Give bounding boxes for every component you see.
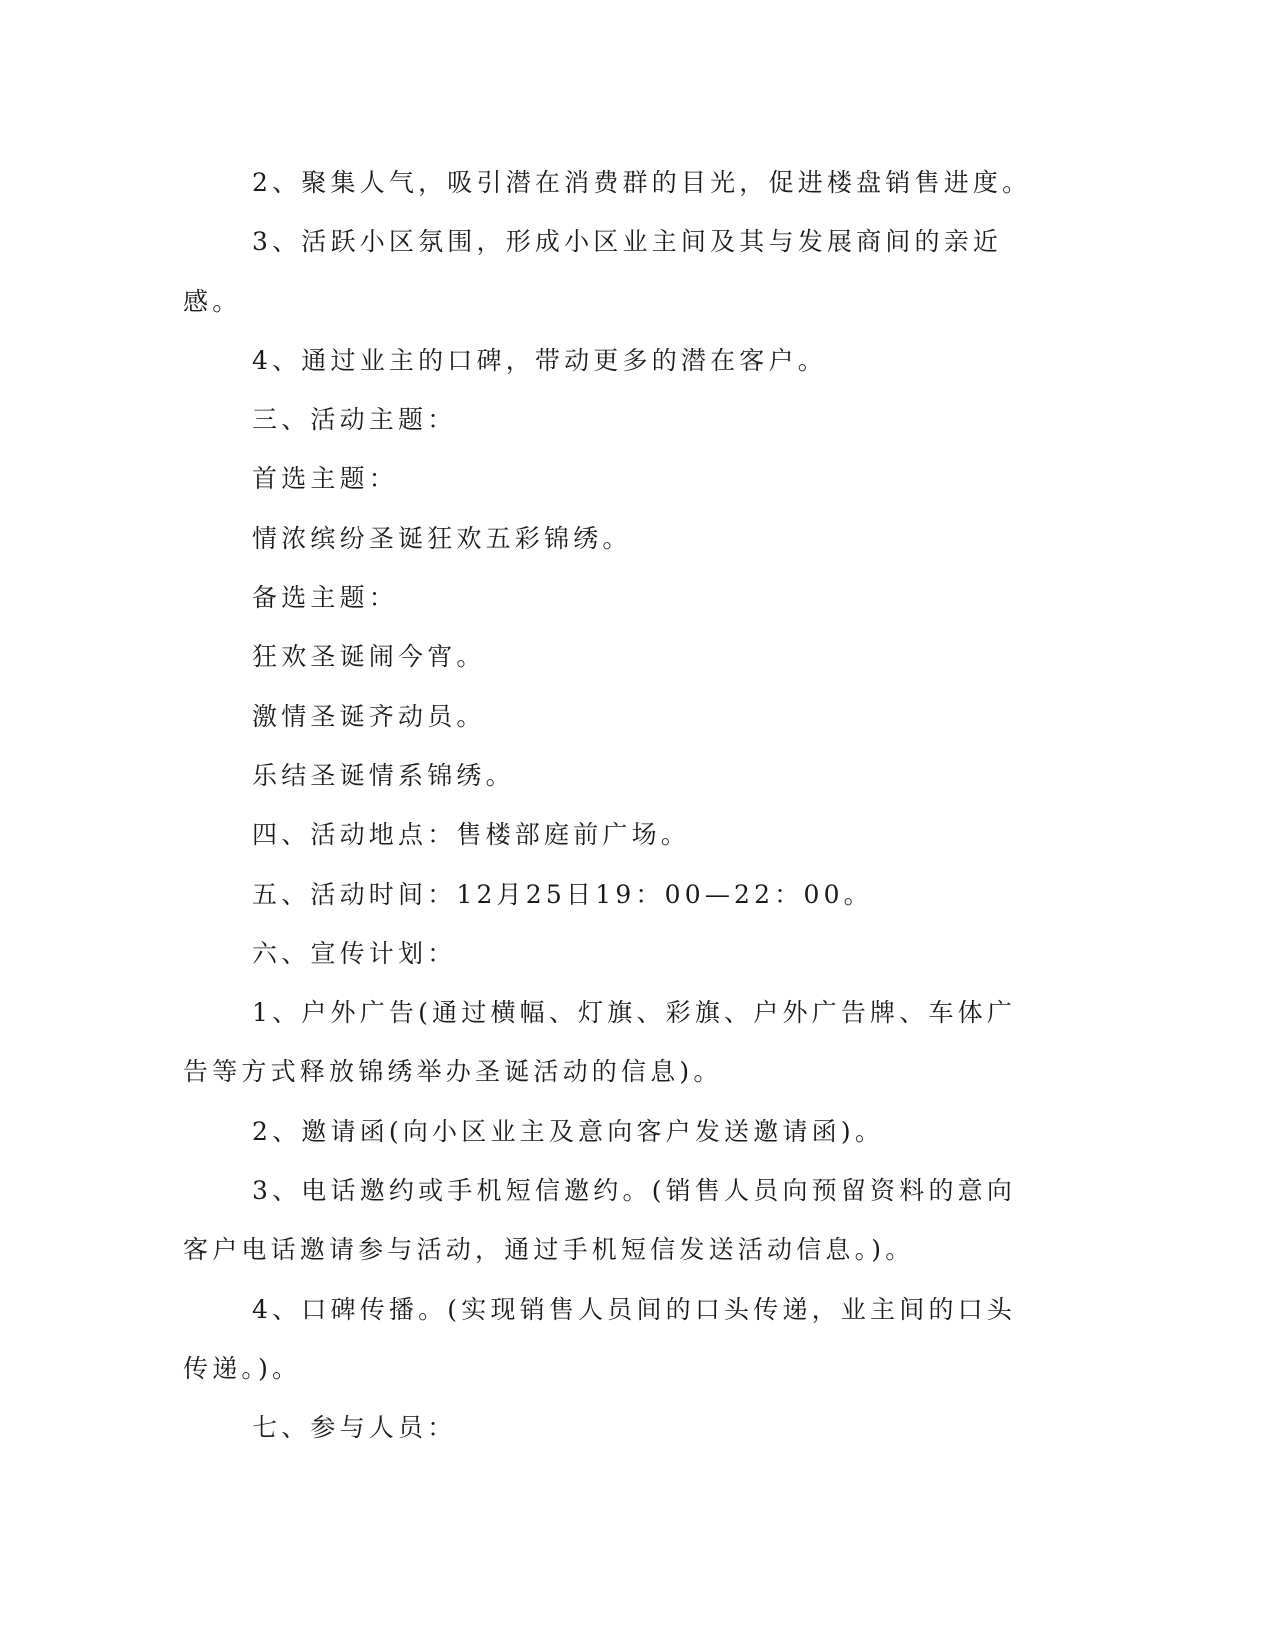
alternate-theme-1: 狂欢圣诞闹今宵。 bbox=[252, 642, 486, 672]
label-primary-theme: 首选主题： bbox=[252, 464, 399, 494]
promotion-item-word-of-mouth: 4、口碑传播。(实现销售人员间的口头传递，业主间的口头传递。)。 bbox=[183, 1294, 1017, 1383]
document-body bbox=[183, 153, 1033, 1458]
heading-activity-time: 五、活动时间：12月25日19：00—22：00。 bbox=[252, 879, 873, 909]
heading-activity-location: 四、活动地点：售楼部庭前广场。 bbox=[252, 820, 691, 850]
promotion-item-outdoor-ads: 1、户外广告(通过横幅、灯旗、彩旗、户外广告牌、车体广告等方式释放锦绣举办圣诞活动的信息)。 bbox=[183, 998, 1017, 1087]
promotion-item-invitation: 2、邀请函(向小区业主及意向客户发送邀请函)。 bbox=[252, 1116, 885, 1146]
promotion-item-phone-sms: 3、电话邀约或手机短信邀约。(销售人员向预留资料的意向客户电话邀请参与活动，通过手机短信发送活动信息。)。 bbox=[183, 1176, 1017, 1265]
heading-activity-theme: 三、活动主题： bbox=[252, 405, 457, 435]
heading-participants: 七、参与人员： bbox=[252, 1413, 457, 1443]
paragraph-goal-4: 4、通过业主的口碑，带动更多的潜在客户。 bbox=[252, 345, 827, 375]
primary-theme-text: 情浓缤纷圣诞狂欢五彩锦绣。 bbox=[252, 523, 632, 553]
heading-promotion-plan: 六、宣传计划： bbox=[252, 938, 457, 968]
alternate-theme-2: 激情圣诞齐动员。 bbox=[252, 701, 486, 731]
label-alternate-themes: 备选主题： bbox=[252, 583, 399, 613]
paragraph-goal-2: 2、聚集人气，吸引潜在消费群的目光，促进楼盘销售进度。 bbox=[252, 168, 1032, 197]
alternate-theme-3: 乐结圣诞情系锦绣。 bbox=[252, 760, 515, 790]
paragraph-goal-3: 3、活跃小区氛围，形成小区业主间及其与发展商间的亲近感。 bbox=[183, 227, 1003, 316]
